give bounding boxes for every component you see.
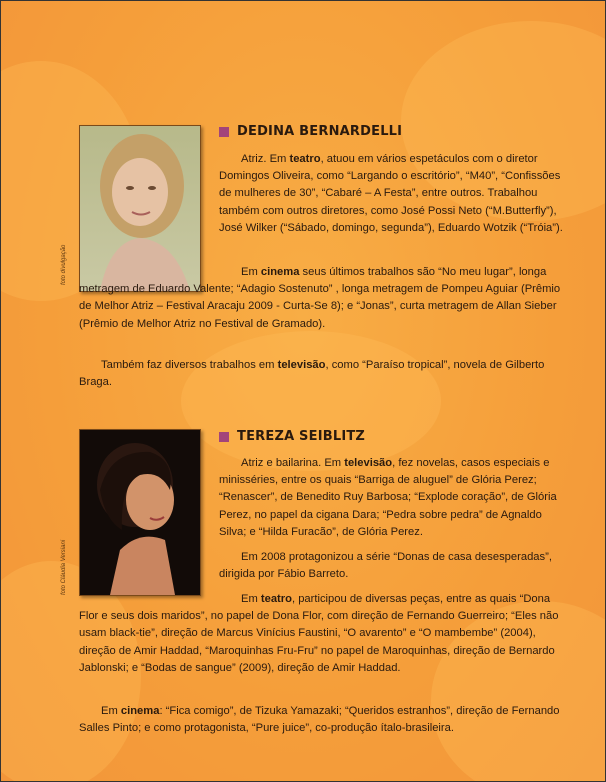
profile-name: TEREZA SEIBLITZ [237,429,366,444]
background-shape [181,331,441,471]
profile-paragraph: Em cinema: “Fica comigo”, de Tizuka Yamazaki; “Queridos estranhos”, direção de Fernando Salles Pinto; e como protagonista, “Pure juice”, co-produção ítalo-brasileira. [79,705,560,735]
photo-credit: foto Cláudia Versiani [61,539,67,595]
profile-heading-dedina [219,124,402,139]
profile-paragraph: Também faz diversos trabalhos em televisão, como “Paraíso tropical”, novela de Gilberto Braga. [79,359,545,389]
profile-paragraph-cinema: Em cinema seus últimos trabalhos são “No meu lugar”, longa metragem de Eduardo Valente; “Adagio Sostenuto” , longa metragem de Pompeu Aguiar (Prêmio de Melhor Atriz – Festival Aracaju 2009 - Curta-Se 8); e “Jonas”, curta metragem de Allan Sieber (Prêmio de Melhor Atriz no Festival de Gramado). [79,266,561,330]
profile-paragraph: Em 2008 protagonizou a série “Donas de casa desesperadas”, dirigida por Fábio Barreto. [219,551,552,581]
profile-paragraph-theater: Em teatro, participou de diversas peças, entre as quais “Dona Flor e seus dois maridos”, no papel de Dona Flor, com direção de Fernando Guerreiro; “Eles não usam black-tie”, direção de Marcus Vinícius Faustini, “O avarento” e “O mambembe” (2004), direção de Amir Haddad, “Maroquinhas Fru-Fru” no papel de Maroquinhas, direção de Bernardo Jablonski; e “Bodas de sangue” (2009), direção de Amir Haddad. [79,593,559,674]
heading-bullet [219,127,229,137]
profile-paragraph: Atriz e bailarina. Em televisão, fez novelas, casos especiais e minisséries, entre os quais “Barriga de aluguel” de Glória Perez; “Renascer”, de Benedito Ruy Barbosa; “Explode coração”, de Glória Perez, no papel da cigana Dara; “Pedra sobre pedra” de Agnaldo Silva; e “Hilda Furacão”, de Glória Perez. [219,457,557,538]
photo-credit: foto divulgação [61,244,67,285]
profile-heading-tereza [219,429,365,444]
profile-paragraph: Atriz. Em teatro, atuou em vários espetáculos com o diretor Domingos Oliveira, como “Largando o escritório”, “M40”, “Confissões de mulheres de 30”, “Cabaré – A Festa”, entre outros. Trabalhou também com outros diretores, como José Possi Neto (“M.Butterfly”), José Wilker (“Sábado, domingo, segunda”), Eduardo Wotzik (“Tróia”). [219,153,563,234]
portrait-image [80,430,200,595]
profile-name: DEDINA BERNARDELLI [237,124,403,139]
portrait-photo-tereza [79,429,201,596]
heading-bullet [219,432,229,442]
